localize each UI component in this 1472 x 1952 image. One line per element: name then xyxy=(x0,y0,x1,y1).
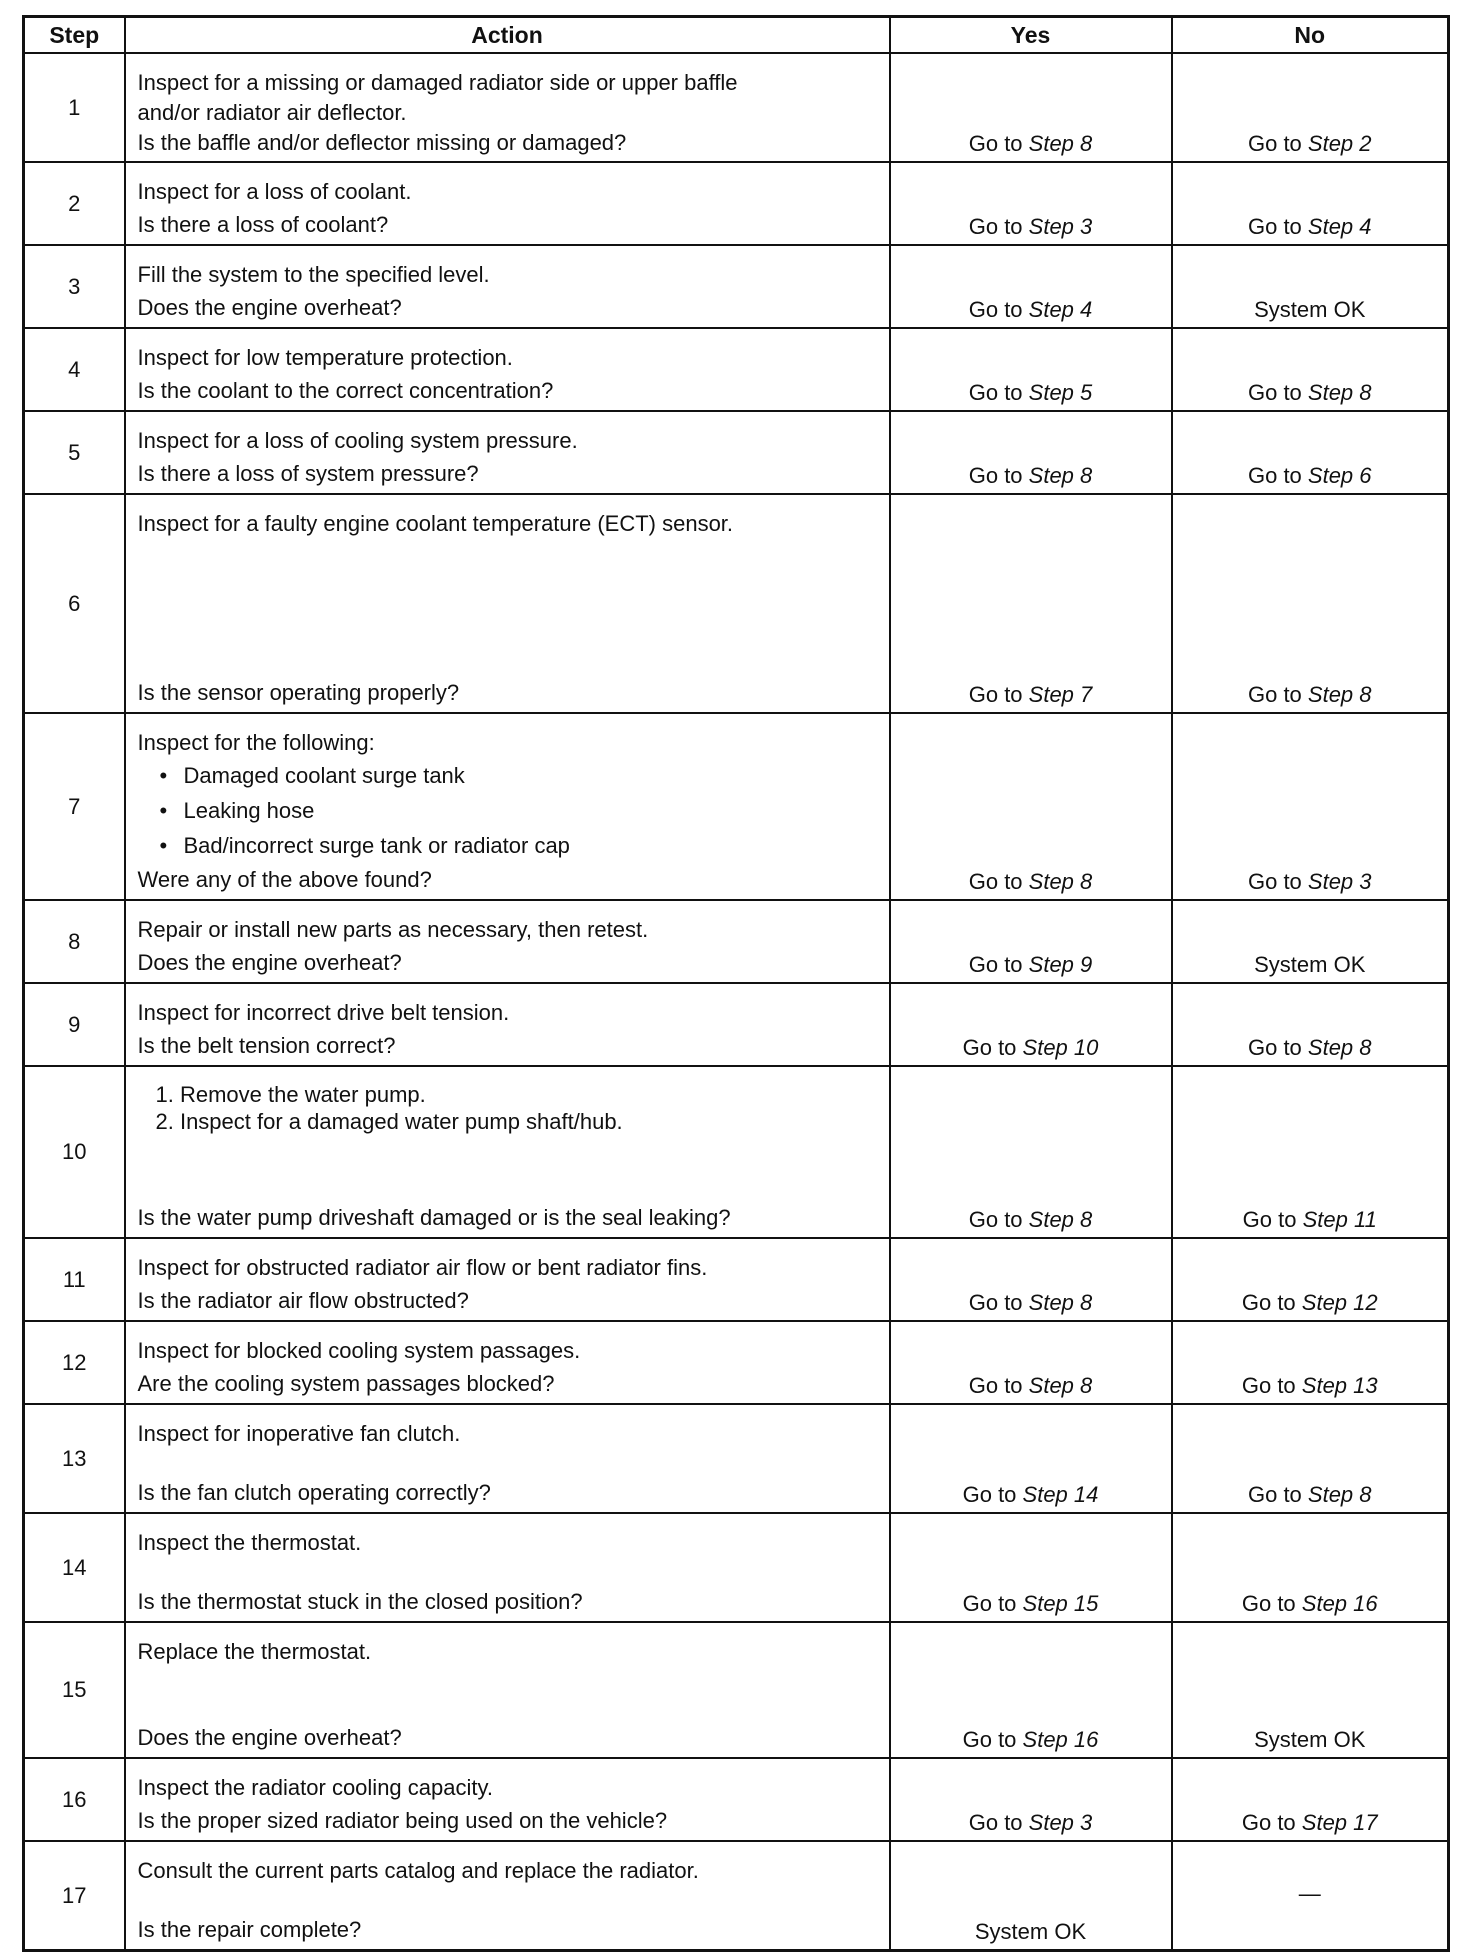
question-text: Does the engine overheat? xyxy=(137,295,402,320)
instruction-text: Inspect for blocked cooling system passages. xyxy=(137,1338,581,1363)
no-result-text: Go to xyxy=(1247,1035,1308,1060)
instruction-text: Replace the thermostat. xyxy=(137,1639,372,1664)
table-row xyxy=(24,1238,1449,1321)
question-text: Is the thermostat stuck in the closed position? xyxy=(137,1589,583,1614)
action-instructions xyxy=(138,1528,879,1558)
yes-result xyxy=(890,900,1172,983)
yes-step-reference: Step 7 xyxy=(1028,682,1093,707)
instruction-text: Inspect for incorrect drive belt tension. xyxy=(137,1000,510,1025)
table-row xyxy=(24,1841,1449,1951)
numbered-item: 2. Inspect for a damaged water pump shaft/hub. xyxy=(155,1109,623,1134)
yes-step-reference: Step 16 xyxy=(1022,1727,1099,1752)
no-step-reference: Step 3 xyxy=(1307,869,1372,894)
action-cell xyxy=(125,1404,890,1513)
action-content xyxy=(138,177,879,240)
table-row xyxy=(24,245,1449,328)
yes-step-reference: Step 9 xyxy=(1028,952,1093,977)
yes-step-reference: Step 5 xyxy=(1028,380,1093,405)
action-cell xyxy=(125,328,890,411)
step-number: 12 xyxy=(24,1321,125,1404)
question-text: Is the water pump driveshaft damaged or is the seal leaking? xyxy=(137,1205,731,1230)
no-step-reference: Step 8 xyxy=(1307,682,1372,707)
question-text: Is the belt tension correct? xyxy=(137,1033,396,1058)
no-result xyxy=(1172,1841,1449,1951)
yes-step-reference: Step 15 xyxy=(1022,1591,1099,1616)
no-result xyxy=(1172,162,1449,245)
table-row xyxy=(24,1066,1449,1238)
no-result-text: System OK xyxy=(1254,1727,1366,1752)
action-cell xyxy=(125,162,890,245)
action-content xyxy=(138,1081,879,1233)
table-row xyxy=(24,328,1449,411)
action-content xyxy=(138,1637,879,1753)
no-result xyxy=(1172,1513,1449,1622)
table-row xyxy=(24,1404,1449,1513)
no-result-text: Go to xyxy=(1247,463,1308,488)
step-number: 7 xyxy=(24,713,125,900)
yes-step-reference: Step 4 xyxy=(1028,297,1093,322)
yes-result-text: Go to xyxy=(968,869,1029,894)
yes-step-reference: Step 8 xyxy=(1028,463,1093,488)
yes-result xyxy=(890,1066,1172,1238)
action-instructions xyxy=(138,1637,879,1667)
question-text: Is there a loss of system pressure? xyxy=(137,461,479,486)
step-number: 14 xyxy=(24,1513,125,1622)
step-number: 1 xyxy=(24,53,125,162)
no-result xyxy=(1172,1066,1449,1238)
question-text: Is there a loss of coolant? xyxy=(137,212,389,237)
instruction-text: Inspect the radiator cooling capacity. xyxy=(137,1775,493,1800)
yes-result xyxy=(890,162,1172,245)
no-result-text: Go to xyxy=(1247,869,1308,894)
no-result xyxy=(1172,1622,1449,1758)
yes-result xyxy=(890,1841,1172,1951)
yes-step-reference: Step 3 xyxy=(1028,214,1093,239)
header-action: Action xyxy=(125,17,890,54)
no-result-text: Go to xyxy=(1247,682,1308,707)
yes-result xyxy=(890,328,1172,411)
table-row xyxy=(24,713,1449,900)
action-cell xyxy=(125,1758,890,1841)
numbered-list xyxy=(138,1081,879,1135)
yes-result-text: Go to xyxy=(968,682,1029,707)
no-result-text: Go to xyxy=(1241,1373,1302,1398)
action-content xyxy=(138,1856,879,1945)
action-content xyxy=(138,915,879,978)
instruction-text: Inspect for low temperature protection. xyxy=(137,345,513,370)
action-instructions xyxy=(138,68,879,128)
step-number: 17 xyxy=(24,1841,125,1951)
no-result xyxy=(1172,1321,1449,1404)
action-content xyxy=(138,343,879,406)
step-number: 15 xyxy=(24,1622,125,1758)
no-result xyxy=(1172,713,1449,900)
action-instructions xyxy=(138,1336,879,1366)
bullet-list xyxy=(138,758,879,863)
step-number: 4 xyxy=(24,328,125,411)
instruction-text: Inspect for obstructed radiator air flow or bent radiator fins. xyxy=(137,1255,708,1280)
question-text: Is the coolant to the correct concentration? xyxy=(137,378,554,403)
numbered-item: 1. Remove the water pump. xyxy=(155,1082,426,1107)
action-instructions xyxy=(138,1773,879,1803)
action-content xyxy=(138,68,879,157)
diagnostic-table xyxy=(22,15,1450,1952)
action-content xyxy=(138,260,879,323)
table-row xyxy=(24,494,1449,713)
table-row xyxy=(24,162,1449,245)
yes-result-text: Go to xyxy=(968,214,1029,239)
yes-step-reference: Step 8 xyxy=(1028,869,1093,894)
no-result-text: Go to xyxy=(1241,1290,1302,1315)
action-cell xyxy=(125,494,890,713)
table-row xyxy=(24,411,1449,494)
question-text: Is the baffle and/or deflector missing or damaged? xyxy=(137,130,627,155)
no-result-text: Go to xyxy=(1242,1207,1303,1232)
header-step: Step xyxy=(24,17,125,54)
table-row xyxy=(24,1321,1449,1404)
yes-result-text: Go to xyxy=(968,297,1029,322)
header-row xyxy=(24,17,1449,54)
yes-step-reference: Step 8 xyxy=(1028,131,1093,156)
step-number: 9 xyxy=(24,983,125,1066)
action-cell xyxy=(125,1238,890,1321)
yes-result-text: Go to xyxy=(968,1207,1029,1232)
no-result xyxy=(1172,411,1449,494)
action-instructions xyxy=(138,998,879,1028)
action-cell xyxy=(125,411,890,494)
no-result xyxy=(1172,900,1449,983)
instruction-text: Inspect for a loss of cooling system pressure. xyxy=(137,428,578,453)
header-no: No xyxy=(1172,17,1449,54)
step-number: 8 xyxy=(24,900,125,983)
action-content xyxy=(138,1419,879,1508)
step-number: 11 xyxy=(24,1238,125,1321)
action-content xyxy=(138,728,879,895)
yes-result xyxy=(890,713,1172,900)
table-row xyxy=(24,53,1449,162)
yes-result-text: System OK xyxy=(974,1919,1087,1944)
no-step-reference: Step 17 xyxy=(1301,1810,1378,1835)
no-result-text: Go to xyxy=(1247,1482,1308,1507)
no-result xyxy=(1172,494,1449,713)
yes-result xyxy=(890,411,1172,494)
question-text: Does the engine overheat? xyxy=(137,1725,402,1750)
action-content xyxy=(138,1336,879,1399)
instruction-text: Fill the system to the specified level. xyxy=(137,262,490,287)
action-instructions xyxy=(138,915,879,945)
yes-result-text: Go to xyxy=(968,131,1029,156)
action-instructions xyxy=(138,728,879,863)
header-yes: Yes xyxy=(890,17,1172,54)
step-number: 13 xyxy=(24,1404,125,1513)
action-cell xyxy=(125,245,890,328)
yes-result-text: Go to xyxy=(962,1035,1023,1060)
action-instructions xyxy=(138,509,879,539)
no-result xyxy=(1172,983,1449,1066)
no-result-text: Go to xyxy=(1247,380,1308,405)
step-number: 16 xyxy=(24,1758,125,1841)
question-text: Is the radiator air flow obstructed? xyxy=(137,1288,469,1313)
yes-result-text: Go to xyxy=(968,952,1029,977)
yes-step-reference: Step 8 xyxy=(1028,1373,1093,1398)
no-result-text: Go to xyxy=(1241,1810,1302,1835)
action-cell xyxy=(125,53,890,162)
yes-step-reference: Step 3 xyxy=(1028,1810,1093,1835)
yes-result xyxy=(890,1513,1172,1622)
no-step-reference: Step 4 xyxy=(1307,214,1372,239)
question-text: Is the proper sized radiator being used on the vehicle? xyxy=(137,1808,668,1833)
no-result xyxy=(1172,1758,1449,1841)
action-content xyxy=(138,1528,879,1617)
action-cell xyxy=(125,1622,890,1758)
action-cell xyxy=(125,1513,890,1622)
action-content xyxy=(138,426,879,489)
no-result xyxy=(1172,1404,1449,1513)
action-instructions xyxy=(138,1856,879,1886)
yes-result xyxy=(890,1622,1172,1758)
table-row xyxy=(24,1622,1449,1758)
question-text: Is the repair complete? xyxy=(137,1917,362,1942)
action-cell xyxy=(125,1066,890,1238)
question-text: Were any of the above found? xyxy=(137,867,432,892)
instruction-text: Inspect for the following: xyxy=(137,730,375,755)
yes-result-text: Go to xyxy=(962,1482,1023,1507)
action-instructions xyxy=(138,1419,879,1449)
no-step-reference: Step 12 xyxy=(1301,1290,1378,1315)
no-result-text: Go to xyxy=(1247,214,1308,239)
action-cell xyxy=(125,1321,890,1404)
instruction-text: Repair or install new parts as necessary, then retest. xyxy=(137,917,649,942)
no-result xyxy=(1172,1238,1449,1321)
action-content xyxy=(138,509,879,708)
no-result xyxy=(1172,53,1449,162)
question-text: Does the engine overheat? xyxy=(137,950,402,975)
bullet-item: • Damaged coolant surge tank xyxy=(160,758,879,793)
yes-result-text: Go to xyxy=(968,1290,1029,1315)
yes-result xyxy=(890,494,1172,713)
no-result xyxy=(1172,245,1449,328)
instruction-text: Inspect for a loss of coolant. xyxy=(137,179,412,204)
step-number: 6 xyxy=(24,494,125,713)
instruction-text: Inspect for a missing or damaged radiator side or upper baffle xyxy=(137,70,738,95)
yes-result xyxy=(890,53,1172,162)
action-cell xyxy=(125,900,890,983)
yes-result xyxy=(890,1238,1172,1321)
no-step-reference: Step 11 xyxy=(1302,1207,1377,1232)
no-step-reference: Step 8 xyxy=(1307,1035,1372,1060)
step-number: 2 xyxy=(24,162,125,245)
instruction-text: Inspect for a faulty engine coolant temperature (ECT) sensor. xyxy=(137,511,734,536)
yes-result xyxy=(890,1404,1172,1513)
yes-result-text: Go to xyxy=(968,1810,1029,1835)
table-row xyxy=(24,900,1449,983)
action-instructions xyxy=(138,260,879,290)
yes-result-text: Go to xyxy=(962,1727,1023,1752)
table-row xyxy=(24,1758,1449,1841)
action-instructions xyxy=(138,1253,879,1283)
no-result xyxy=(1172,328,1449,411)
no-step-reference: Step 8 xyxy=(1307,380,1372,405)
action-instructions xyxy=(138,426,879,456)
step-number: 3 xyxy=(24,245,125,328)
action-cell xyxy=(125,983,890,1066)
no-result-text: Go to xyxy=(1247,131,1308,156)
yes-step-reference: Step 14 xyxy=(1022,1482,1099,1507)
action-cell xyxy=(125,713,890,900)
action-content xyxy=(138,1253,879,1316)
action-content xyxy=(138,998,879,1061)
no-step-reference: Step 2 xyxy=(1307,131,1372,156)
no-result-text: System OK xyxy=(1254,297,1366,322)
question-text: Is the fan clutch operating correctly? xyxy=(137,1480,491,1505)
bullet-item: • Bad/incorrect surge tank or radiator cap xyxy=(160,828,879,863)
no-step-reference: Step 6 xyxy=(1307,463,1372,488)
action-instructions xyxy=(138,177,879,207)
table-row xyxy=(24,983,1449,1066)
no-step-reference: Step 16 xyxy=(1301,1591,1378,1616)
action-content xyxy=(138,1773,879,1836)
no-step-reference: Step 8 xyxy=(1307,1482,1372,1507)
no-step-reference: Step 13 xyxy=(1301,1373,1378,1398)
step-number: 10 xyxy=(24,1066,125,1238)
yes-result xyxy=(890,1321,1172,1404)
question-text: Is the sensor operating properly? xyxy=(137,680,460,705)
yes-result-text: Go to xyxy=(968,463,1029,488)
no-result-text: System OK xyxy=(1254,952,1366,977)
table-row xyxy=(24,1513,1449,1622)
action-instructions xyxy=(138,1081,879,1135)
step-number: 5 xyxy=(24,411,125,494)
yes-result-text: Go to xyxy=(968,1373,1029,1398)
yes-step-reference: Step 10 xyxy=(1022,1035,1099,1060)
yes-step-reference: Step 8 xyxy=(1028,1290,1093,1315)
no-result-text: — xyxy=(1298,1880,1321,1906)
yes-result-text: Go to xyxy=(962,1591,1023,1616)
yes-result xyxy=(890,1758,1172,1841)
bullet-item: • Leaking hose xyxy=(160,793,879,828)
yes-result-text: Go to xyxy=(968,380,1029,405)
action-cell xyxy=(125,1841,890,1951)
yes-result xyxy=(890,245,1172,328)
question-text: Are the cooling system passages blocked? xyxy=(137,1371,555,1396)
yes-result xyxy=(890,983,1172,1066)
instruction-text: Consult the current parts catalog and replace the radiator. xyxy=(137,1858,699,1883)
yes-step-reference: Step 8 xyxy=(1028,1207,1093,1232)
action-instructions xyxy=(138,343,879,373)
instruction-text: Inspect the thermostat. xyxy=(137,1530,362,1555)
no-result-text: Go to xyxy=(1241,1591,1302,1616)
instruction-text: Inspect for inoperative fan clutch. xyxy=(137,1421,461,1446)
instruction-text: and/or radiator air deflector. xyxy=(137,100,407,125)
